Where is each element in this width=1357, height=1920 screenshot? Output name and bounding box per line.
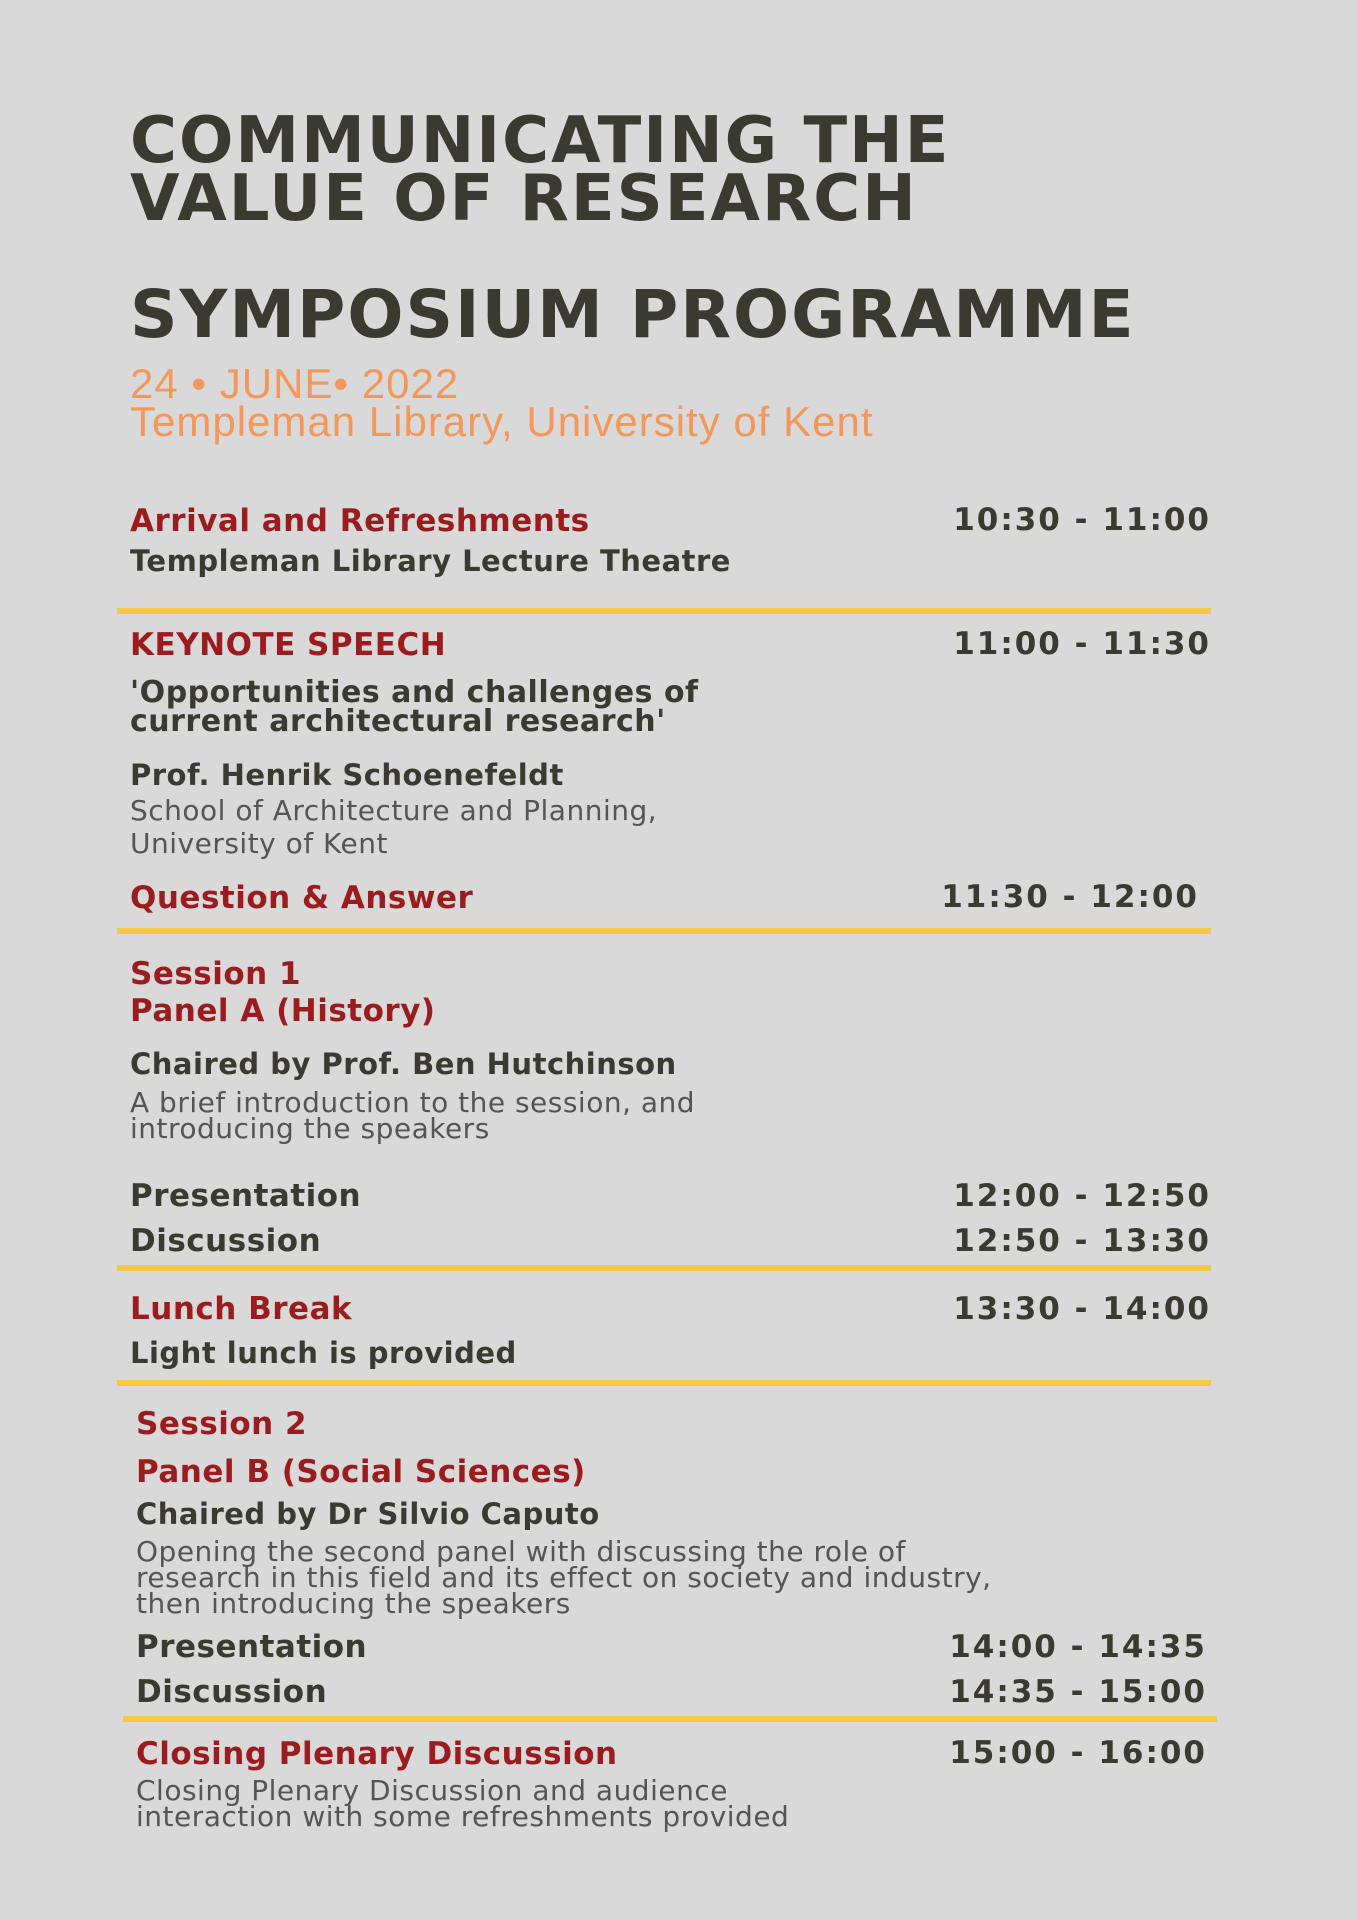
event-date: 24 • JUNE• 2022 <box>130 360 460 407</box>
session1-chair: Chaired by Prof. Ben Hutchinson <box>130 1047 677 1081</box>
qa-time: 11:30 - 12:00 <box>941 879 1199 915</box>
session2-panel: Panel B (Social Sciences) <box>136 1454 586 1490</box>
lunch-title: Lunch Break <box>130 1291 353 1327</box>
session2-presentation-time: 14:00 - 14:35 <box>949 1629 1207 1665</box>
session2-chair: Chaired by Dr Silvio Caputo <box>136 1497 600 1531</box>
keynote-affiliation: School of Architecture and Planning, University of Kent <box>130 794 658 860</box>
keynote-talk-title: 'Opportunities and challenges of current architectural research' <box>130 675 699 739</box>
closing-time: 15:00 - 16:00 <box>949 1735 1207 1771</box>
arrival-title: Arrival and Refreshments <box>130 503 590 539</box>
keynote-time: 11:00 - 11:30 <box>953 626 1211 662</box>
event-venue: Templeman Library, University of Kent <box>130 398 874 445</box>
session1-presentation-label: Presentation <box>130 1178 362 1214</box>
closing-title: Closing Plenary Discussion <box>136 1736 618 1772</box>
session2-description: Opening the second panel with discussing the role of research in this field and its effect on society and industry, then introducing the speakers <box>136 1535 992 1620</box>
session1-presentation-time: 12:00 - 12:50 <box>953 1178 1211 1214</box>
divider <box>117 1265 1211 1271</box>
arrival-time: 10:30 - 11:00 <box>953 502 1211 538</box>
keynote-speaker: Prof. Henrik Schoenefeldt <box>130 758 564 792</box>
divider <box>123 1716 1217 1722</box>
divider <box>117 1380 1211 1386</box>
session1-description: A brief introduction to the session, and introducing the speakers <box>130 1086 696 1145</box>
session1-panel: Panel A (History) <box>130 993 436 1029</box>
session1-discussion-time: 12:50 - 13:30 <box>953 1223 1211 1259</box>
session2-presentation-label: Presentation <box>136 1629 368 1665</box>
session2-title: Session 2 <box>136 1406 308 1442</box>
keynote-title: KEYNOTE SPEECH <box>130 627 447 663</box>
divider <box>117 928 1211 934</box>
lunch-time: 13:30 - 14:00 <box>953 1291 1211 1327</box>
qa-title: Question & Answer <box>130 880 474 916</box>
session1-title: Session 1 <box>130 956 302 992</box>
arrival-location: Templeman Library Lecture Theatre <box>130 544 731 578</box>
session1-discussion-label: Discussion <box>130 1223 322 1259</box>
session2-discussion-time: 14:35 - 15:00 <box>949 1674 1207 1710</box>
document-title: COMMUNICATING THE VALUE OF RESEARCH <box>130 104 951 236</box>
programme-title: SYMPOSIUM PROGRAMME <box>130 276 1136 353</box>
closing-description: Closing Plenary Discussion and audience interaction with some refreshments provided <box>136 1774 790 1833</box>
lunch-note: Light lunch is provided <box>130 1336 517 1370</box>
divider <box>117 608 1211 614</box>
session2-discussion-label: Discussion <box>136 1674 328 1710</box>
